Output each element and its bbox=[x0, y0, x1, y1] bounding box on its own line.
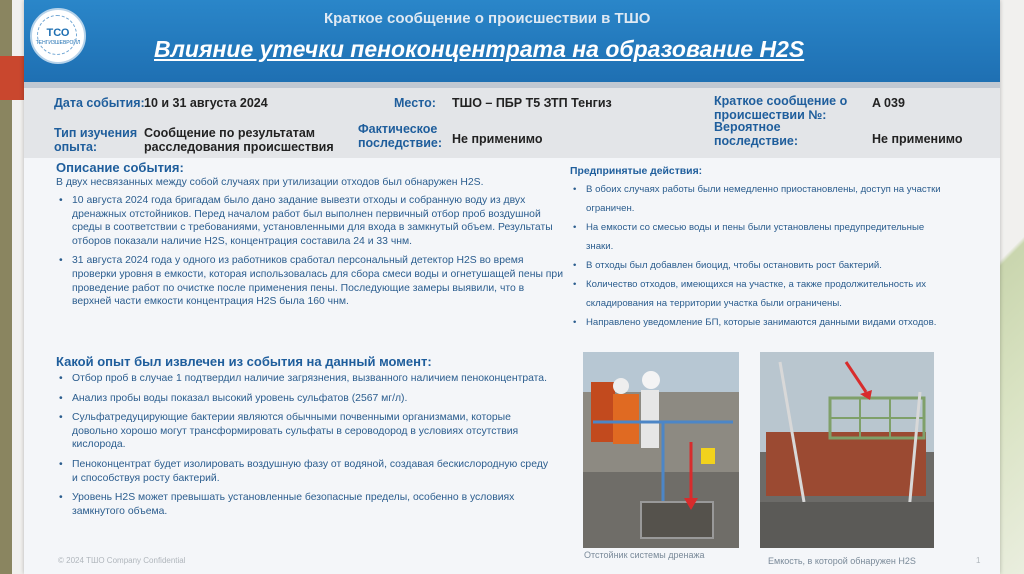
actual-consequence-value: Не применимо bbox=[452, 132, 543, 146]
date-value: 10 и 31 августа 2024 bbox=[144, 96, 268, 110]
list-item: • Направлено уведомление БП, которые занимаются данными видами отходов. bbox=[570, 313, 950, 332]
description-intro: В двух несвязанных между собой случаях при утилизации отходов был обнаружен H2S. bbox=[56, 177, 484, 188]
list-item: • 31 августа 2024 года у одного из работников сработал персональный детектор H2S во время проверки уровня в емкости, которая использовалась для сбора смеси воды и огнетушащей пены при проведение работ по очистке после применения пены. Последующие замеры выявили, что в верхней части емкости концентрация H2S была 160 чнм. bbox=[56, 254, 564, 308]
list-item: • Анализ пробы воды показал высокий уровень сульфатов (2567 мг/л). bbox=[56, 392, 556, 406]
photo-drainage-sump bbox=[583, 352, 739, 548]
list-item: • Пеноконцентрат будет изолировать воздушную фазу от водяной, создавая бескислородную среду и способствуя росту бактерий. bbox=[56, 458, 556, 485]
actual-consequence-label: Фактическое последствие: bbox=[358, 122, 443, 150]
study-type-label: Тип изучения опыта: bbox=[54, 126, 138, 154]
photo-tank-image bbox=[760, 352, 934, 548]
photo-right-caption: Емкость, в которой обнаружен H2S bbox=[768, 556, 916, 566]
list-item: • Отбор проб в случае 1 подтвердил наличие загрязнения, вызванного наличием пеноконцентрата. bbox=[56, 372, 556, 386]
page-title: Влияние утечки пеноконцентрата на образование H2S bbox=[154, 36, 805, 62]
logo-text: ТСО bbox=[46, 26, 70, 39]
probable-consequence-value: Не применимо bbox=[872, 132, 963, 146]
lessons-list bbox=[56, 372, 556, 524]
list-item: • В обоих случаях работы были немедленно приостановлены, доступ на участки ограничен. bbox=[570, 180, 950, 218]
list-item: • 10 августа 2024 года бригадам было дано задание вывезти отходы и собранную воду из двух дренажных отстойников. Перед началом работ был выполнен первичный отбор проб воздушной среды в соответствии с требованиями, установленными для входа в замкнутый объем. Результаты отборов показали наличие H2S, концентрация составила 24 и 33 чнм. bbox=[56, 194, 564, 248]
actions-title: Предпринятые действия: bbox=[570, 166, 703, 177]
list-item: • Сульфатредуцирующие бактерии являются обычными почвенными организмами, которые довольно хорошо могут трансформировать сульфаты в сероводород в условиях отсутствия кислорода. bbox=[56, 411, 556, 452]
globe-icon bbox=[37, 15, 77, 55]
footer-confidential: © 2024 ТШО Company Confidential bbox=[58, 556, 186, 565]
photo-left-caption: Отстойник системы дренажа bbox=[584, 550, 705, 560]
lessons-title: Какой опыт был извлечен из события на данный момент: bbox=[56, 354, 432, 369]
photo-tank bbox=[760, 352, 934, 548]
place-value: ТШО – ПБР Т5 ЗТП Тенгиз bbox=[452, 96, 612, 110]
study-type-value: Сообщение по результатам расследования происшествия bbox=[144, 126, 334, 154]
list-item: • Уровень H2S может превышать установленные безопасные пределы, особенно в условиях замкнутого объема. bbox=[56, 491, 556, 518]
slide bbox=[24, 0, 1000, 574]
description-list bbox=[56, 194, 564, 315]
probable-consequence-label: Вероятное последствие: bbox=[714, 120, 799, 148]
date-label: Дата события: bbox=[54, 96, 145, 110]
place-label: Место: bbox=[394, 96, 436, 110]
actions-list bbox=[570, 180, 950, 332]
company-logo bbox=[30, 8, 86, 64]
report-number-label: Краткое сообщение о происшествии №: bbox=[714, 94, 848, 122]
list-item: • В отходы был добавлен биоцид, чтобы остановить рост бактерий. bbox=[570, 256, 950, 275]
report-subtitle: Краткое сообщение о происшествии в ТШО bbox=[324, 10, 651, 27]
description-title: Описание события: bbox=[56, 160, 184, 175]
report-number-value: A 039 bbox=[872, 96, 905, 110]
page-number: 1 bbox=[976, 556, 981, 565]
photo-drainage-sump-image bbox=[583, 352, 739, 548]
list-item: • Количество отходов, имеющихся на участке, а также продолжительность их складирования на территории участка были ограничены. bbox=[570, 275, 950, 313]
logo-subtext: ТЕНГИЗШЕВРОЙЛ bbox=[35, 39, 81, 46]
list-item: • На емкости со смесью воды и пены были установлены предупредительные знаки. bbox=[570, 218, 950, 256]
